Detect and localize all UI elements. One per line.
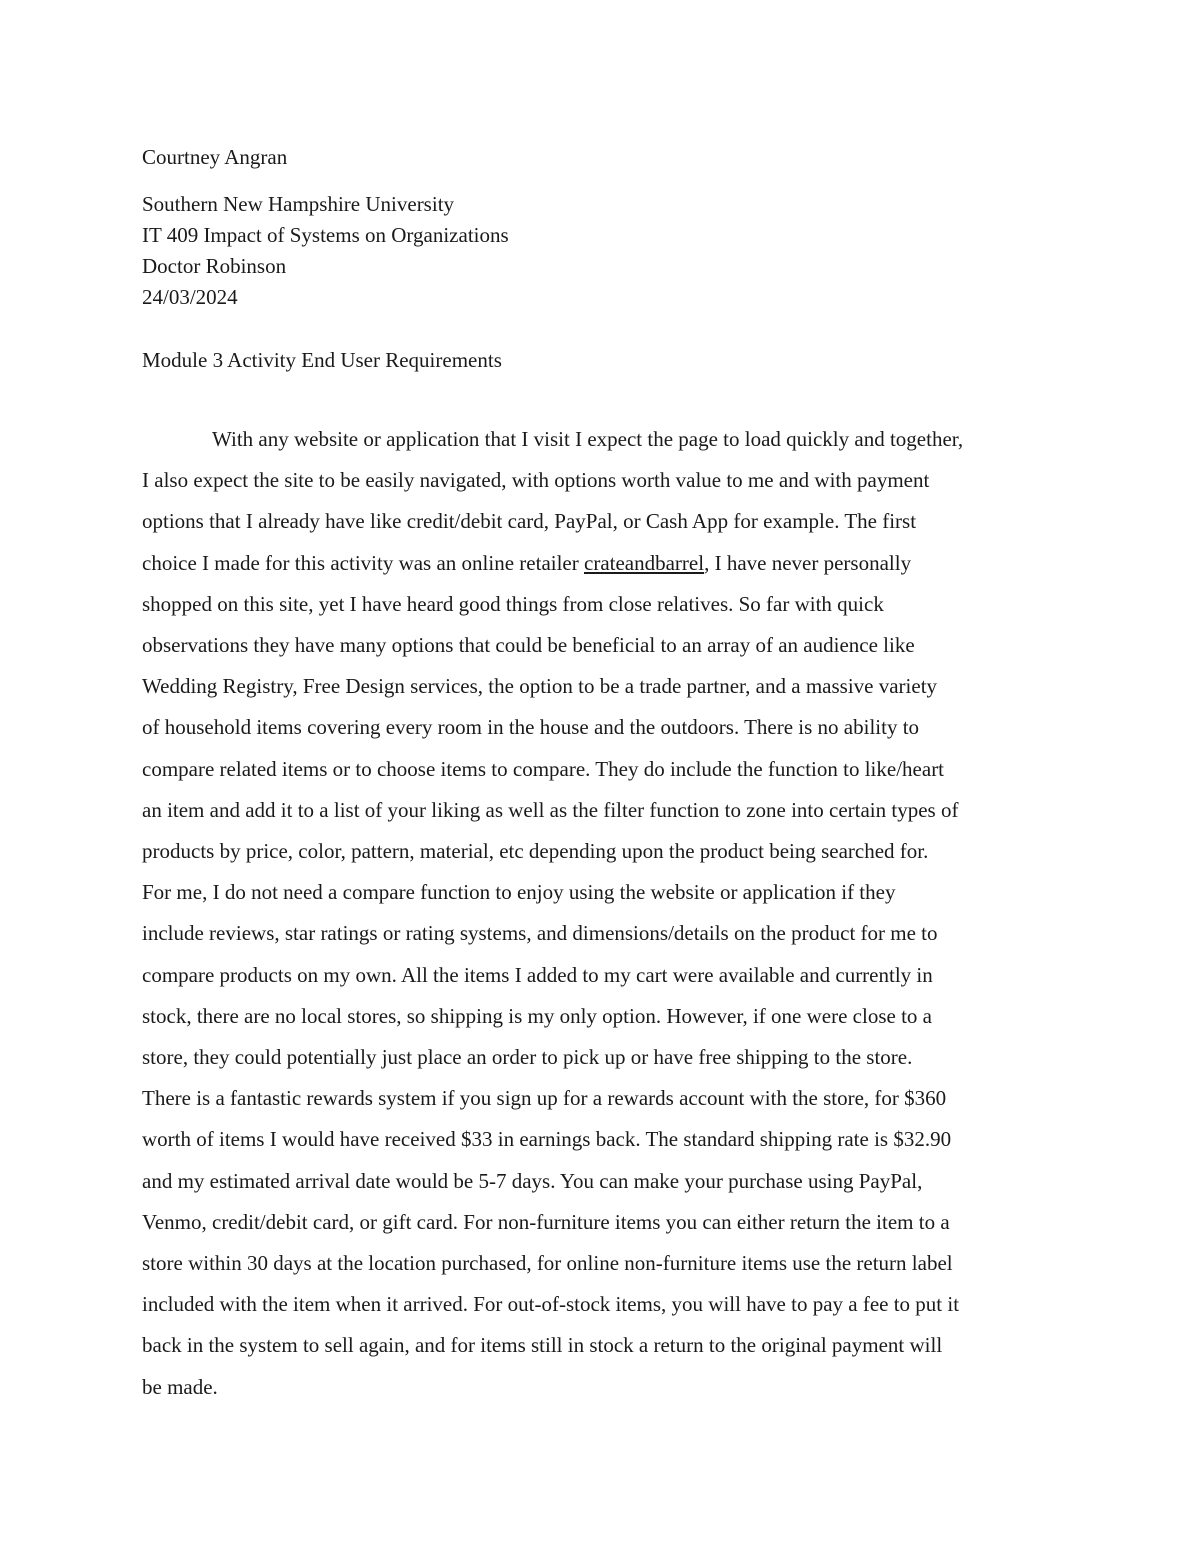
paragraph-line: products by price, color, pattern, material, etc depending upon the product being searched for. [142,839,929,864]
body-paragraph [142,419,1062,1408]
paragraph-line: and my estimated arrival date would be 5-7 days. You can make your purchase using PayPal, [142,1168,923,1193]
paragraph-line: There is a fantastic rewards system if you sign up for a rewards account with the store, for $360 [142,1086,947,1111]
paragraph-line: Venmo, credit/debit card, or gift card. For non-furniture items you can either return the item to a [142,1209,950,1234]
paragraph-line: observations they have many options that could be beneficial to an array of an audience like [142,633,915,658]
course-name: IT 409 Impact of Systems on Organizations [142,223,509,247]
document-title: Module 3 Activity End User Requirements [142,348,502,372]
paragraph-line: compare related items or to choose items to compare. They do include the function to like/heart [142,756,945,781]
paragraph-line: store within 30 days at the location purchased, for online non-furniture items use the return label [142,1251,953,1276]
paragraph-line: store, they could potentially just place an order to pick up or have free shipping to the store. [142,1045,913,1070]
paragraph-line: stock, there are no local stores, so shipping is my only option. However, if one were close to a [142,1003,932,1028]
paragraph-line: worth of items I would have received $33 in earnings back. The standard shipping rate is $32.90 [142,1127,952,1152]
paragraph-line: included with the item when it arrived. For out-of-stock items, you will have to pay a fee to put it [142,1292,960,1317]
author-name: Courtney Angran [142,145,288,169]
line-text: choice I made for this activity was an online retailer [142,550,584,575]
paragraph-line: Wedding Registry, Free Design services, the option to be a trade partner, and a massive variety [142,674,938,699]
paragraph-line: With any website or application that I visit I expect the page to load quickly and together, [212,427,964,451]
paragraph-line [142,543,1062,584]
paragraph-line: For me, I do not need a compare function to enjoy using the website or application if they [142,880,896,905]
paragraph-line: back in the system to sell again, and for items still in stock a return to the original payment will [142,1333,943,1358]
crateandbarrel-link[interactable]: crateandbarrel [584,550,705,575]
paragraph-line: I also expect the site to be easily navigated, with options worth value to me and with payment [142,468,930,493]
instructor-name: Doctor Robinson [142,254,287,278]
line-text: , I have never personally [704,550,912,575]
paragraph-line: an item and add it to a list of your liking as well as the filter function to zone into certain types of [142,797,959,822]
paragraph-line: be made. [142,1374,218,1399]
paragraph-line: include reviews, star ratings or rating systems, and dimensions/details on the product for me to [142,921,938,946]
paragraph-line: shopped on this site, yet I have heard good things from close relatives. So far with quick [142,591,884,616]
paragraph-line: of household items covering every room in the house and the outdoors. There is no ability to [142,715,920,740]
university-name: Southern New Hampshire University [142,192,455,216]
paragraph-line: options that I already have like credit/debit card, PayPal, or Cash App for example. The first [142,509,917,534]
document-header [142,142,1062,376]
paragraph-line: compare products on my own. All the items I added to my cart were available and currently in [142,962,933,987]
document-date: 24/03/2024 [142,285,238,309]
